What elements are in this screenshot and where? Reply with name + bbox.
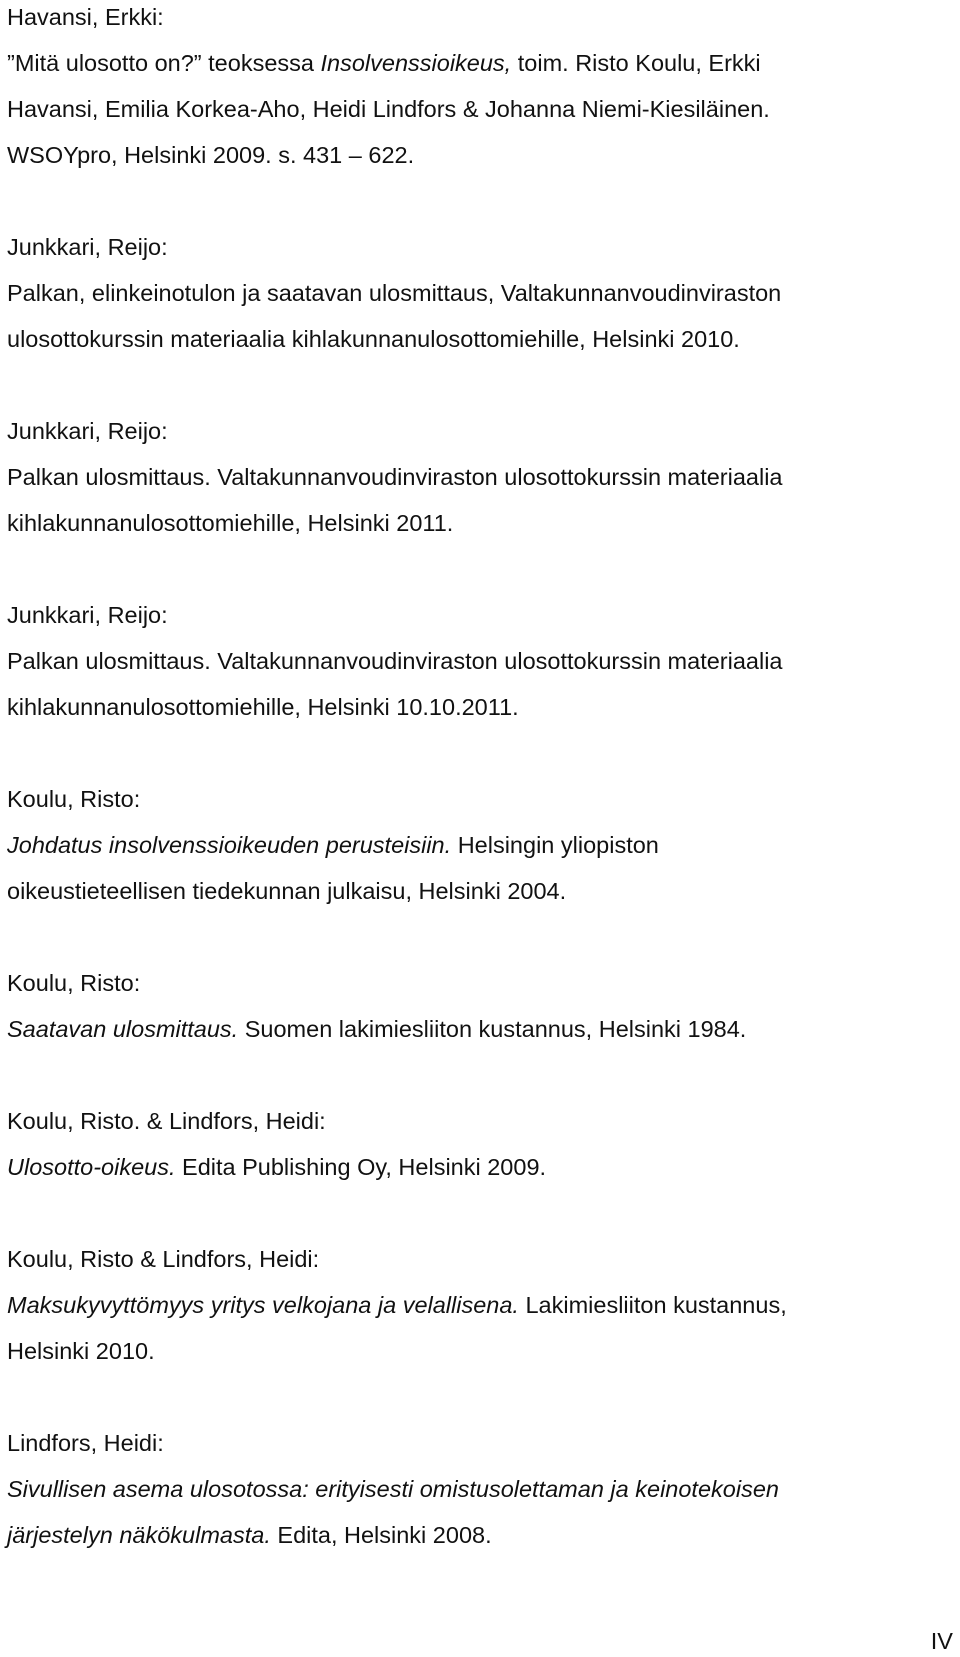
bibliography-entry (7, 776, 952, 914)
entry-text-line (7, 86, 952, 132)
entry-text-line (7, 868, 952, 914)
entry-text-line (7, 638, 952, 684)
entry-text: oikeustieteellisen tiedekunnan julkaisu, Helsinki 2004. (7, 878, 567, 904)
entry-text: Palkan, elinkeinotulon ja saatavan ulosmittaus, Valtakunnanvoudinviraston (7, 280, 782, 306)
bibliography-entry (7, 1236, 952, 1374)
entry-text: toim. Risto Koulu, Erkki (511, 50, 761, 76)
entry-text: ulosottokurssin materiaalia kihlakunnanulosottomiehille, Helsinki 2010. (7, 326, 740, 352)
entry-text: ”Mitä ulosotto on?” teoksessa (7, 50, 321, 76)
entry-text: WSOYpro, Helsinki 2009. s. 431 – 622. (7, 142, 415, 168)
bibliography-entry (7, 592, 952, 730)
bibliography-entry (7, 408, 952, 546)
entry-text: Edita Publishing Oy, Helsinki 2009. (175, 1154, 547, 1180)
bibliography-entry (7, 224, 952, 362)
entry-text: Helsingin yliopiston (451, 832, 659, 858)
entry-text-line (7, 822, 952, 868)
entry-author: Lindfors, Heidi: (7, 1430, 164, 1456)
entry-text: Havansi, Emilia Korkea-Aho, Heidi Lindfors & Johanna Niemi-Kiesiläinen. (7, 96, 770, 122)
entry-text-line (7, 1144, 952, 1190)
entry-text-line (7, 1328, 952, 1374)
bibliography-page (7, 0, 952, 1558)
bibliography-entry (7, 1098, 952, 1190)
entry-author: Havansi, Erkki: (7, 4, 164, 30)
entry-title-italic: Johdatus insolvenssioikeuden perusteisiin. (7, 832, 452, 858)
entry-author: Junkkari, Reijo: (7, 602, 168, 628)
entry-text: Palkan ulosmittaus. Valtakunnanvoudinviraston ulosottokurssin materiaalia (7, 648, 783, 674)
entry-text: Lakimiesliiton kustannus, (518, 1292, 787, 1318)
entry-text-line (7, 1466, 952, 1512)
entry-title-italic: Saatavan ulosmittaus. (7, 1016, 239, 1042)
entry-author: Junkkari, Reijo: (7, 234, 168, 260)
page-number: IV (930, 1628, 953, 1654)
entry-title-italic: Insolvenssioikeus, (320, 50, 512, 76)
entry-author: Koulu, Risto. & Lindfors, Heidi: (7, 1108, 326, 1134)
entry-text-line (7, 40, 952, 86)
entry-text-line (7, 316, 952, 362)
entry-author: Junkkari, Reijo: (7, 418, 168, 444)
entry-author: Koulu, Risto: (7, 970, 141, 996)
bibliography-entry (7, 960, 952, 1052)
entry-text: Edita, Helsinki 2008. (270, 1522, 492, 1548)
entry-text-line (7, 270, 952, 316)
entry-text-line (7, 132, 952, 178)
entry-text: Palkan ulosmittaus. Valtakunnanvoudinviraston ulosottokurssin materiaalia (7, 464, 783, 490)
bibliography-entry (7, 0, 952, 178)
entry-text-line (7, 454, 952, 500)
bibliography-entry (7, 1420, 952, 1558)
entry-text: Suomen lakimiesliiton kustannus, Helsinki 1984. (238, 1016, 747, 1042)
entry-text-line (7, 1006, 952, 1052)
entry-title-italic: Ulosotto-oikeus. (7, 1154, 176, 1180)
entry-text: kihlakunnanulosottomiehille, Helsinki 10.10.2011. (7, 694, 519, 720)
entry-title-italic: järjestelyn näkökulmasta. (7, 1522, 271, 1548)
entry-text: Helsinki 2010. (7, 1338, 155, 1364)
entry-author: Koulu, Risto: (7, 786, 141, 812)
entry-author: Koulu, Risto & Lindfors, Heidi: (7, 1246, 320, 1272)
entry-title-italic: Maksukyvyttömyys yritys velkojana ja velallisena. (7, 1292, 519, 1318)
entry-text-line (7, 1512, 952, 1558)
entry-text-line (7, 1282, 952, 1328)
entry-text-line (7, 684, 952, 730)
entry-title-italic: Sivullisen asema ulosotossa: erityisesti omistusolettaman ja keinotekoisen (7, 1476, 779, 1502)
entry-text: kihlakunnanulosottomiehille, Helsinki 2011. (7, 510, 454, 536)
entry-text-line (7, 500, 952, 546)
